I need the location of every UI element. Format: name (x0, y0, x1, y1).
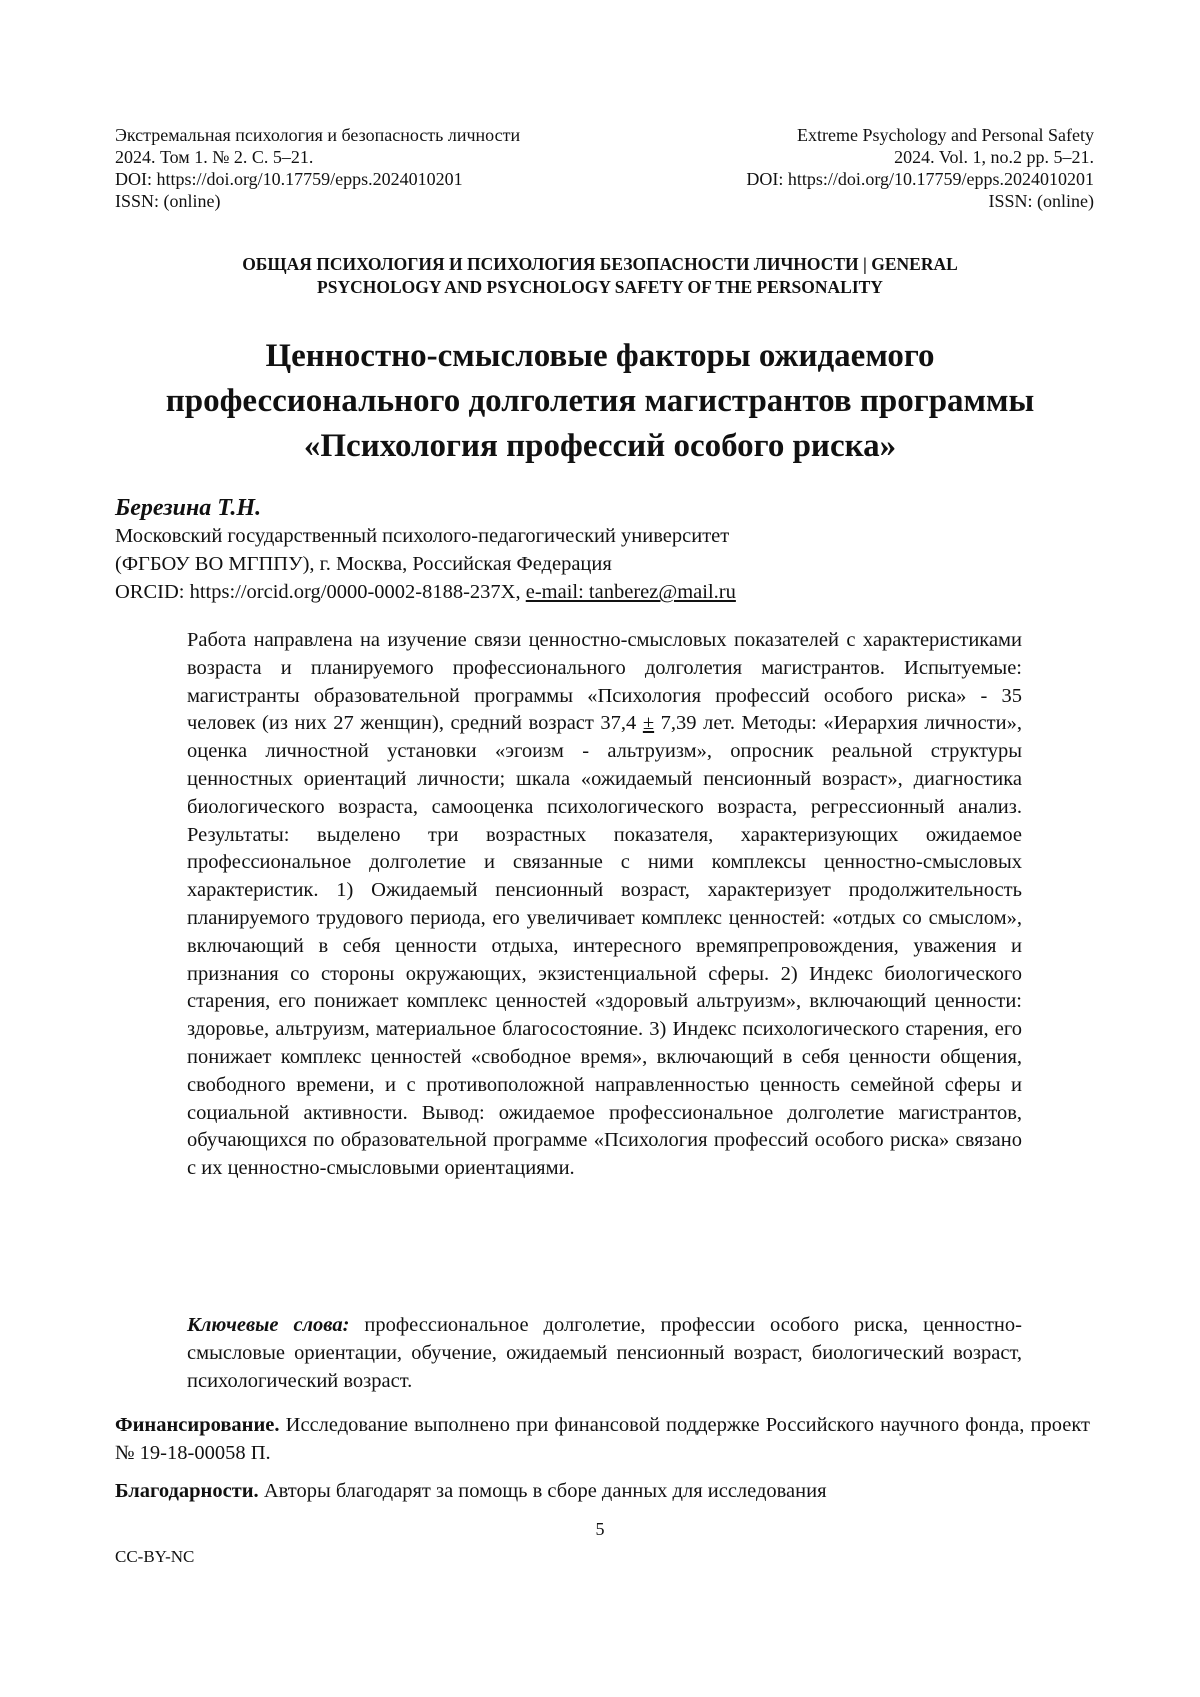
license-label: CC-BY-NC (115, 1547, 195, 1566)
orcid-text: ORCID: https://orcid.org/0000-0002-8188-237X, (115, 581, 526, 603)
title-line-3: «Психология профессий особого риска» (303, 428, 897, 464)
funding-text: Исследование выполнено при финансовой поддержке Российского научного фонда, проект № 19-18-00058 П. (115, 1414, 1090, 1464)
title-line-1: Ценностно-смысловые факторы ожидаемого (265, 338, 935, 374)
doi-ru: DOI: https://doi.org/10.17759/epps.2024010201 (115, 169, 463, 189)
abstract (187, 627, 1022, 1183)
email-link[interactable]: e-mail: tanberez@mail.ru (525, 581, 736, 603)
section-heading (115, 253, 1085, 299)
issn-en: ISSN: (online) (988, 191, 1094, 211)
abstract-part-2: 7,39 лет. Методы: «Иерархия личности», оценка личностной установки «эгоизм - альтруизм», опросник реальной структуры ценностных ориентаций личности; шкала «ожидаемый пенсионный возраст», диагностика биологического возраста, самооценка психологического возраста, регрессионный анализ. Результаты: выделено три возрастных показателя, характеризующих ожидаемое профессиональное долголетие и связанные с ними комплексы ценностно-смысловых характеристик. 1) Ожидаемый пенсионный возраст, характеризует продолжительность планируемого трудового периода, его увеличивает комплекс ценностей: «отдых со смыслом», включающий в себя ценности отдыха, интересного времяпрепровождения, уважения и признания со стороны окружающих, экзистенциальной сферы. 2) Индекс биологического старения, его понижает комплекс ценностей «здоровый альтруизм», включающий ценности: здоровье, альтруизм, материальное благосостояние. 3) Индекс психологического старения, его понижает комплекс ценностей «свободное время», включающий в себя ценности общения, свободного времени, и с противоположной направленностью ценность семейной сферы и социальной активности. Вывод: ожидаемое профессиональное долголетие магистрантов, обучающихся по образовательной программе «Психология профессий особого риска» связано с их ценностно-смысловыми ориентациями. (187, 712, 1022, 1180)
journal-header-ru (115, 124, 520, 212)
plus-minus-sign: ± (642, 712, 655, 735)
funding-label: Финансирование. (115, 1414, 280, 1436)
keywords-text: профессиональное долголетие, профессии особого риска, ценностно-смысловые ориентации, обучение, ожидаемый пенсионный возраст, биологический возраст, психологический возраст. (187, 1314, 1022, 1392)
journal-header-en (746, 124, 1094, 212)
acknowledgements-text: Авторы благодарят за помощь в сборе данных для исследования (258, 1480, 827, 1502)
section-line-2: PSYCHOLOGY AND PSYCHOLOGY SAFETY OF THE PERSONALITY (317, 277, 883, 297)
keywords (187, 1312, 1022, 1395)
journal-name-en: Extreme Psychology and Personal Safety (797, 125, 1094, 145)
abstract-part-1: Работа направлена на изучение связи ценностно-смысловых показателей с характеристиками возраста и планируемого профессионального долголетия магистрантов. Испытуемые: магистранты образовательной программы «Психология профессий особого риска» - 35 человек (из них 27 женщин), средний возраст 37,4 (187, 629, 1022, 735)
page-number: 5 (595, 1519, 605, 1539)
acknowledgements-label: Благодарности. (115, 1480, 259, 1502)
affiliation-line-2: (ФГБОУ ВО МГППУ), г. Москва, Российская Федерация (115, 553, 612, 575)
doi-en: DOI: https://doi.org/10.17759/epps.2024010201 (746, 169, 1094, 189)
paper-title (100, 334, 1100, 469)
contact-line (115, 578, 736, 606)
affiliation-line-1: Московский государственный психолого-педагогический университет (115, 525, 730, 547)
acknowledgements (115, 1478, 1090, 1506)
journal-name-ru: Экстремальная психология и безопасность личности (115, 125, 521, 145)
keywords-label: Ключевые слова: (187, 1314, 350, 1336)
abstract-text (187, 627, 1022, 1183)
author-affiliation (115, 522, 736, 606)
author-name: Березина Т.Н. (115, 495, 262, 521)
funding (115, 1412, 1090, 1468)
section-line-1: ОБЩАЯ ПСИХОЛОГИЯ И ПСИХОЛОГИЯ БЕЗОПАСНОСТИ ЛИЧНОСТИ | GENERAL (242, 254, 958, 274)
issn-ru: ISSN: (online) (115, 191, 221, 211)
issue-info-ru: 2024. Том 1. № 2. С. 5–21. (115, 147, 314, 167)
issue-info-en: 2024. Vol. 1, no.2 pp. 5–21. (894, 147, 1094, 167)
title-line-2: профессионального долголетия магистрантов программы (165, 383, 1035, 419)
